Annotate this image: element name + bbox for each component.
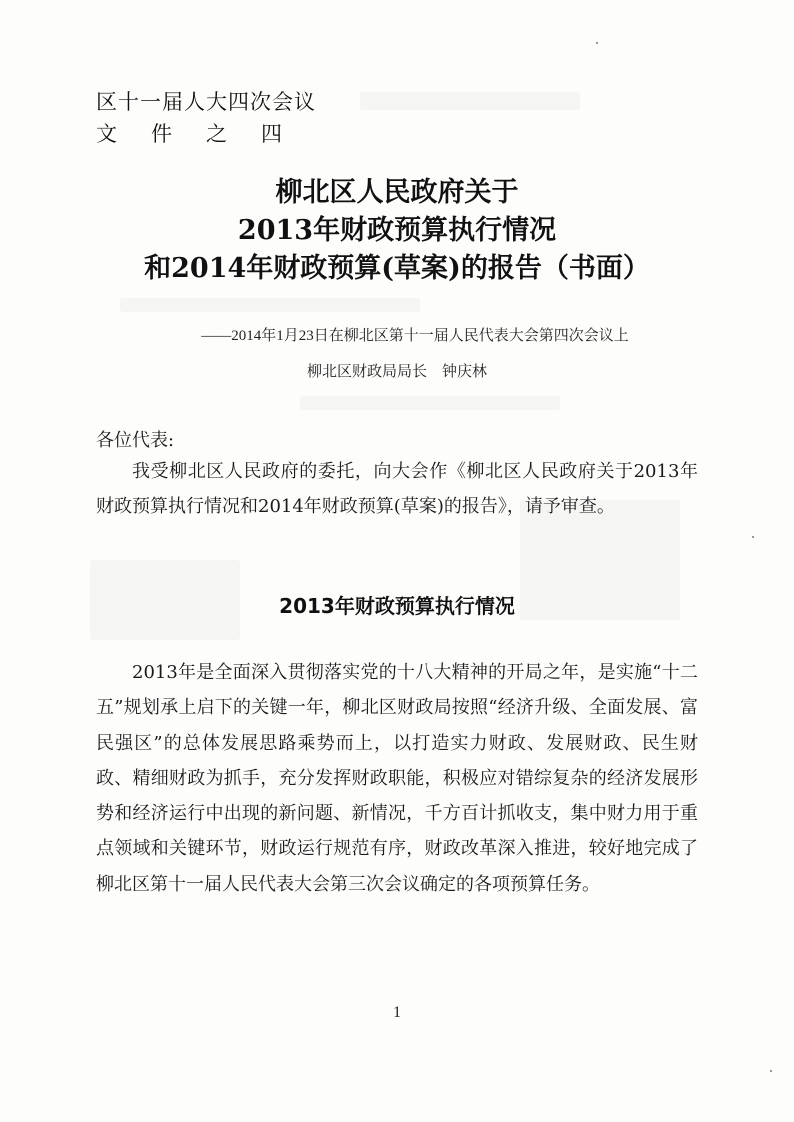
- scan-bleed-mark: [120, 298, 420, 312]
- scan-speck: [752, 536, 754, 538]
- scan-speck: [596, 42, 598, 44]
- salutation: 各位代表:: [96, 430, 175, 451]
- scan-bleed-mark: [360, 92, 580, 110]
- report-occasion: ——2014年1月23日在柳北区第十一届人民代表大会第四次会议上: [201, 328, 629, 344]
- meeting-label: 区十一届人大四次会议: [96, 90, 316, 114]
- scan-bleed-mark: [300, 396, 560, 410]
- section-heading: 2013年财政预算执行情况: [279, 594, 515, 618]
- title-line-3: 和2014年财政预算(草案)的报告（书面）: [144, 253, 650, 284]
- scan-speck: [770, 1070, 772, 1072]
- report-title: [0, 174, 794, 288]
- body-paragraph: 2013年是全面深入贯彻落实党的十八大精神的开局之年，是实施“十二五”规划承上启下的关键一年，柳北区财政局按照“经济升级、全面发展、富民强区”的总体发展思路乘势而上，以打造实力财政、发展财政、民生财政、精细财政为抓手，充分发挥财政职能，积极应对错综复杂的经济发展形势和经济运行中出现的新问题、新情况，千方百计抓收支，集中财力用于重点领域和关键环节，财政运行规范有序，财政改革深入推进，较好地完成了柳北区第十一届人民代表大会第三次会议确定的各项预算任务。: [96, 662, 698, 895]
- title-line-1: 柳北区人民政府关于: [275, 177, 519, 208]
- page-number: 1: [393, 1004, 401, 1021]
- title-line-2: 2013年财政预算执行情况: [237, 215, 557, 246]
- document-number: 文件之四: [96, 122, 316, 146]
- report-speaker: 柳北区财政局局长 钟庆林: [306, 364, 487, 380]
- intro-paragraph: 我受柳北区人民政府的委托，向大会作《柳北区人民政府关于2013年财政预算执行情况和2014年财政预算(草案)的报告》，请予审查。: [96, 461, 698, 517]
